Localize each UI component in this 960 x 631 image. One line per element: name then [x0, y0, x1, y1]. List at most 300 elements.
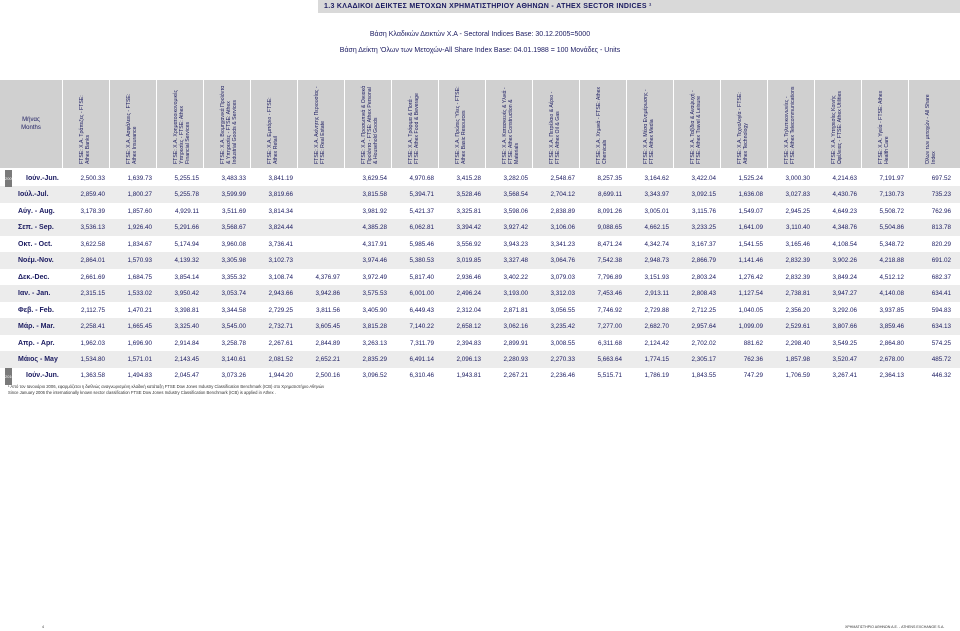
- column-header-label: FTSE: Χ.Α. Ασφάλειες - FTSE: Athex Insurance: [126, 93, 139, 164]
- table-cell: 574.25: [931, 339, 951, 347]
- table-cell: 3,258.78: [221, 339, 246, 347]
- table-cell: 7,746.92: [597, 306, 622, 314]
- table-cell: 5,421.37: [409, 207, 434, 215]
- table-cell: 691.02: [931, 257, 951, 265]
- table-cell: 2,280.93: [503, 355, 528, 363]
- table-row: [0, 302, 960, 319]
- table-cell: 3,165.46: [785, 240, 810, 248]
- table-cell: 5,817.40: [409, 273, 434, 281]
- column-header: [485, 80, 532, 168]
- table-cell: 3,981.92: [362, 207, 387, 215]
- table-cell: 2,732.71: [268, 323, 293, 331]
- table-cell: 3,536.13: [80, 224, 105, 232]
- table-cell: 3,008.55: [550, 339, 575, 347]
- column-header-label: FTSE: Χ.Α. Τηλεπικοινωνίες - FTSE: Athex Telecommunications: [784, 86, 797, 164]
- table-cell: 2,548.67: [550, 175, 575, 182]
- table-cell: 3,568.54: [503, 191, 528, 199]
- table-cell: 2,661.69: [80, 273, 105, 281]
- table-cell: 2,112.75: [80, 306, 105, 314]
- table-cell: 3,854.14: [174, 273, 199, 281]
- table-cell: 2,729.88: [644, 306, 669, 314]
- table-cell: 3,110.40: [785, 224, 810, 232]
- table-cell: 3,575.53: [362, 290, 387, 298]
- table-cell: 881.62: [743, 339, 763, 347]
- table-cell: 3,402.22: [503, 273, 528, 281]
- table-cell: 4,108.54: [832, 240, 857, 248]
- table-cell: 2,394.83: [456, 339, 481, 347]
- table-cell: 1,706.59: [785, 372, 810, 380]
- table-cell: 3,355.32: [221, 273, 246, 281]
- table-cell: [297, 170, 340, 187]
- table-cell: 485.72: [931, 355, 951, 363]
- table-cell: 3,960.08: [221, 240, 246, 248]
- table-cell: 3,422.04: [691, 175, 716, 182]
- table-row: [0, 203, 960, 220]
- table-cell: 1,534.80: [80, 355, 105, 363]
- table-cell: 5,394.71: [409, 191, 434, 199]
- column-header-label: FTSE: Χ.Α. Μέσα Ενημέρωσης - FTSE: Athex Media: [643, 89, 656, 164]
- table-cell: 3,106.06: [550, 224, 575, 232]
- table-cell: 2,913.11: [644, 290, 669, 298]
- table-cell: 2,803.24: [691, 273, 716, 281]
- table-cell: 5,380.53: [409, 257, 434, 265]
- table-cell: 5,174.94: [174, 240, 199, 248]
- table-cell: 5,985.46: [409, 240, 434, 248]
- table-cell: 1,774.15: [644, 355, 669, 363]
- column-header: [908, 80, 955, 168]
- column-header: [62, 80, 109, 168]
- table-cell: 3,942.86: [315, 290, 340, 298]
- table-cell: 2,702.02: [691, 339, 716, 347]
- table-cell: 3,629.54: [362, 175, 387, 182]
- table-cell: 2,364.13: [879, 372, 904, 380]
- month-label: Φεβ. - Feb.: [18, 306, 54, 314]
- table-cell: 3,344.58: [221, 306, 246, 314]
- table-cell: 1,494.83: [127, 372, 152, 380]
- table-cell: 4,214.63: [832, 175, 857, 182]
- table-cell: 3,927.42: [503, 224, 528, 232]
- table-cell: 3,849.24: [832, 273, 857, 281]
- column-header: [814, 80, 861, 168]
- table-cell: 4,649.23: [832, 207, 857, 215]
- table-cell: 2,529.61: [785, 323, 810, 331]
- table-cell: 3,599.99: [221, 191, 246, 199]
- table-cell: 4,317.91: [362, 240, 387, 248]
- table-cell: 6,310.46: [409, 372, 434, 380]
- table-row: [0, 285, 960, 302]
- table-cell: 3,167.37: [691, 240, 716, 248]
- table-cell: 7,277.00: [597, 323, 622, 331]
- year-badge-2009: 2009: [5, 170, 12, 187]
- table-cell: 1,943.81: [456, 372, 481, 380]
- table-cell: 3,164.62: [644, 175, 669, 182]
- table-cell: 8,471.24: [597, 240, 622, 248]
- column-header: [344, 80, 391, 168]
- table-cell: 3,267.41: [832, 372, 857, 380]
- table-row: [0, 351, 960, 368]
- table-cell: 5,508.72: [879, 207, 904, 215]
- table-cell: 1,665.45: [127, 323, 152, 331]
- table-cell: 2,808.43: [691, 290, 716, 298]
- month-label: Νοέμ.-Nov.: [18, 257, 54, 265]
- table-cell: 2,678.00: [879, 355, 904, 363]
- table-cell: 3,528.46: [456, 191, 481, 199]
- table-cell: 1,541.55: [738, 240, 763, 248]
- table-cell: 446.32: [931, 372, 951, 380]
- table-cell: 1,363.58: [80, 372, 105, 380]
- column-header-label: FTSE: Χ.Α. Βιομηχανικά Προϊόντα & Υπηρεσίες - FTSE: Athex Industrial Goods & Services: [220, 85, 239, 164]
- footnote-english: Since January 2006 the internationally known sector classification FTSE Dow Jones Industry Classification Benchmark (ICB) is applied in Athex .: [8, 390, 276, 395]
- table-cell: 3,841.19: [268, 175, 293, 182]
- table-cell: 2,859.40: [80, 191, 105, 199]
- table-cell: 735.23: [931, 191, 951, 199]
- table-cell: 2,712.25: [691, 306, 716, 314]
- table-cell: 1,549.07: [738, 207, 763, 215]
- table-cell: 3,549.25: [832, 339, 857, 347]
- table-cell: 4,385.28: [362, 224, 387, 232]
- table-cell: 2,835.29: [362, 355, 387, 363]
- table-cell: 3,568.67: [221, 224, 246, 232]
- table-cell: 7,191.97: [879, 175, 904, 182]
- table-header: [0, 80, 960, 168]
- table-cell: 1,696.90: [127, 339, 152, 347]
- month-label: Μάιος - May: [18, 355, 58, 363]
- table-cell: 2,045.47: [174, 372, 199, 380]
- table-cell: 5,348.72: [879, 240, 904, 248]
- table-cell: 1,636.08: [738, 191, 763, 199]
- table-cell: 2,143.45: [174, 355, 199, 363]
- table-cell: 2,832.39: [785, 257, 810, 265]
- table-cell: 8,257.35: [597, 175, 622, 182]
- page-title: 1.3 ΚΛΑΔΙΚΟΙ ΔΕΙΚΤΕΣ ΜΕΤΟΧΩΝ ΧΡΗΜΑΤΙΣΤΗΡΙΟΥ ΑΘΗΝΩΝ - ATHEX SECTOR INDICES ¹: [318, 0, 960, 13]
- table-cell: 634.41: [931, 290, 951, 298]
- table-cell: 2,844.89: [315, 339, 340, 347]
- table-cell: 2,258.41: [80, 323, 105, 331]
- table-cell: 2,081.52: [268, 355, 293, 363]
- month-column-header: Μήνας Months: [21, 117, 41, 131]
- table-cell: 4,970.68: [409, 175, 434, 182]
- month-label: Οκτ. - Oct.: [18, 240, 53, 248]
- table-cell: 2,236.46: [550, 372, 575, 380]
- table-cell: 3,511.69: [221, 207, 246, 215]
- table-cell: 2,945.25: [785, 207, 810, 215]
- table-cell: 2,838.89: [550, 207, 575, 215]
- table-cell: 2,500.16: [315, 372, 340, 380]
- table-cell: 2,948.73: [644, 257, 669, 265]
- column-header-label: FTSE: Χ.Α. Χημικά - FTSE: Athex Chemicals: [596, 86, 609, 164]
- footnote-greek: ¹ Από τον Ιανουάριο 2006, εφαρμόζεται η διεθνώς αναγνωρισμένη κλαδική κατάταξη FTSE Dow Jones Industry Classification Benchmark (ICB) στο Χρηματιστήριο Αθηνών: [8, 384, 325, 389]
- table-cell: 2,914.84: [174, 339, 199, 347]
- table-cell: 1,834.67: [127, 240, 152, 248]
- table-cell: 594.83: [931, 306, 951, 314]
- table-cell: 8,699.11: [597, 191, 622, 199]
- table-cell: 3,824.44: [268, 224, 293, 232]
- table-cell: 3,233.25: [691, 224, 716, 232]
- table-cell: 3,019.85: [456, 257, 481, 265]
- table-cell: 3,736.41: [268, 240, 293, 248]
- column-header: [156, 80, 203, 168]
- column-header-label: FTSE: Χ.Α. Κατασκευές & Υλικά - FTSE: Athex Construction & Materials: [502, 87, 521, 164]
- table-cell: 3,622.58: [80, 240, 105, 248]
- table-cell: 3,811.56: [315, 306, 340, 314]
- table-cell: 1,525.24: [738, 175, 763, 182]
- month-label: Ιαν. - Jan.: [18, 290, 51, 298]
- table-cell: 7,542.38: [597, 257, 622, 265]
- table-cell: 3,073.26: [221, 372, 246, 380]
- month-label: Ιούν.-Jun.: [26, 175, 59, 182]
- table-cell: 1,099.09: [738, 323, 763, 331]
- table-cell: 1,962.03: [80, 339, 105, 347]
- table-cell: 5,515.71: [597, 372, 622, 380]
- table-cell: 1,944.20: [268, 372, 293, 380]
- table-row: [0, 170, 960, 187]
- table-cell: 4,342.74: [644, 240, 669, 248]
- table-cell: 3,598.06: [503, 207, 528, 215]
- table-cell: 3,056.55: [550, 306, 575, 314]
- column-header: [109, 80, 156, 168]
- table-cell: 1,127.54: [738, 290, 763, 298]
- table-cell: 3,102.73: [268, 257, 293, 265]
- column-header: [579, 80, 626, 168]
- table-row: [0, 318, 960, 335]
- table-cell: 2,936.46: [456, 273, 481, 281]
- table-cell: 5,255.78: [174, 191, 199, 199]
- table-cell: 3,950.42: [174, 290, 199, 298]
- table-row: [0, 269, 960, 286]
- table-cell: 3,235.42: [550, 323, 575, 331]
- table-cell: 6,062.81: [409, 224, 434, 232]
- table-cell: 6,449.43: [409, 306, 434, 314]
- table-cell: 747.29: [743, 372, 763, 380]
- column-header-label: FTSE: Χ.Α. Τρόφιμα & Ποτά - FTSE: Athex Food & Beverage: [408, 93, 421, 164]
- table-cell: 9,088.65: [597, 224, 622, 232]
- table-cell: 3,263.13: [362, 339, 387, 347]
- table-cell: 2,356.20: [785, 306, 810, 314]
- table-cell: 2,305.17: [691, 355, 716, 363]
- table-cell: 2,267.61: [268, 339, 293, 347]
- table-cell: 4,218.88: [879, 257, 904, 265]
- table-cell: 1,786.19: [644, 372, 669, 380]
- column-header-label: FTSE: Χ.Α. Ακίνητης Περιουσίας - FTSE: Real Estate: [314, 86, 327, 164]
- column-header: [861, 80, 908, 168]
- table-cell: 3,902.26: [832, 257, 857, 265]
- table-cell: 3,292.06: [832, 306, 857, 314]
- table-cell: 3,325.40: [174, 323, 199, 331]
- table-cell: 4,348.76: [832, 224, 857, 232]
- table-cell: 3,282.05: [503, 175, 528, 182]
- column-header-label: FTSE: Χ.Α. Υγεία - FTSE: Athex Health Care: [878, 90, 891, 164]
- table-row: [0, 186, 960, 203]
- table-cell: 2,496.24: [456, 290, 481, 298]
- table-cell: 3,096.52: [362, 372, 387, 380]
- column-header-label: FTSE: Χ.Α. Πετρέλαιο & Αέριο - FTSE: Athex Oil & Gas: [549, 91, 562, 164]
- year-badge-2010: 2010: [5, 368, 12, 385]
- table-cell: 820.29: [931, 240, 951, 248]
- table-cell: 813.78: [931, 224, 951, 232]
- column-header-label: FTSE: Χ.Α. Πρώτες Ύλες - FTSE: Athex Basic Resources: [455, 86, 468, 164]
- table-cell: 3,937.85: [879, 306, 904, 314]
- month-label: Μάρ. - Mar.: [18, 323, 55, 331]
- table-cell: [297, 219, 340, 236]
- table-cell: 1,276.42: [738, 273, 763, 281]
- table-cell: 3,325.81: [456, 207, 481, 215]
- table-cell: 1,470.21: [127, 306, 152, 314]
- table-cell: 3,556.92: [456, 240, 481, 248]
- table-cell: 7,311.79: [409, 339, 434, 347]
- table-cell: 5,504.86: [879, 224, 904, 232]
- table-cell: 1,800.27: [127, 191, 152, 199]
- table-cell: 2,899.91: [503, 339, 528, 347]
- column-header: [532, 80, 579, 168]
- month-label: Σεπ. - Sep.: [18, 224, 54, 232]
- table-cell: 3,092.15: [691, 191, 716, 199]
- table-cell: 1,843.55: [691, 372, 716, 380]
- table-cell: 4,139.32: [174, 257, 199, 265]
- table-cell: 7,130.73: [879, 191, 904, 199]
- table-cell: 2,729.25: [268, 306, 293, 314]
- table-cell: 3,193.00: [503, 290, 528, 298]
- column-header-label: FTSE: Χ.Α. Εμπόριο - FTSE: Athex Retail: [267, 97, 280, 164]
- table-cell: 3,327.48: [503, 257, 528, 265]
- table-cell: 4,376.97: [315, 273, 340, 281]
- table-cell: 8,091.26: [597, 207, 622, 215]
- column-header: [203, 80, 250, 168]
- table-cell: 5,291.66: [174, 224, 199, 232]
- all-share-base-note: Βάση Δείκτη 'Ολων των Μετοχών-All Share Index Base: 04.01.1988 = 100 Μονάδες - Units: [339, 47, 621, 54]
- table-cell: 4,140.08: [879, 290, 904, 298]
- table-cell: 1,533.02: [127, 290, 152, 298]
- column-header: [626, 80, 673, 168]
- table-cell: 2,124.42: [644, 339, 669, 347]
- table-cell: 3,005.01: [644, 207, 669, 215]
- table-cell: 3,520.47: [832, 355, 857, 363]
- table-cell: 2,500.33: [80, 175, 105, 182]
- column-header-label: FTSE: Χ.Α. Προσωπικά & Οικιακά Προϊόντα - FTSE: Athex Personal & Household Goods: [361, 85, 380, 164]
- table-cell: 3,064.76: [550, 257, 575, 265]
- table-cell: 3,415.28: [456, 175, 481, 182]
- table-cell: 3,079.03: [550, 273, 575, 281]
- table-cell: 3,807.66: [832, 323, 857, 331]
- column-header-label: FTSE: Χ.Α. Τράπεζες - FTSE: Athex Banks: [79, 95, 92, 164]
- table-cell: 3,000.30: [785, 175, 810, 182]
- table-cell: [297, 203, 340, 220]
- table-cell: 1,857.98: [785, 355, 810, 363]
- table-cell: 2,832.39: [785, 273, 810, 281]
- table-row: [0, 367, 960, 384]
- table-cell: 3,027.83: [785, 191, 810, 199]
- table-cell: 2,267.21: [503, 372, 528, 380]
- column-header: [250, 80, 297, 168]
- table-cell: 697.52: [931, 175, 951, 182]
- table-cell: 3,545.00: [221, 323, 246, 331]
- table-cell: 2,312.04: [456, 306, 481, 314]
- column-header-label: FTSE: Χ.Α. Τεχνολογία - FTSE: Athex Technology: [737, 92, 750, 164]
- column-header: [673, 80, 720, 168]
- table-cell: 6,001.00: [409, 290, 434, 298]
- table-cell: 7,796.89: [597, 273, 622, 281]
- table-cell: 7,140.22: [409, 323, 434, 331]
- table-cell: 2,864.80: [879, 339, 904, 347]
- table-cell: 5,255.15: [174, 175, 199, 182]
- table-cell: 2,864.01: [80, 257, 105, 265]
- month-label: Αύγ. - Aug.: [18, 207, 55, 215]
- table-cell: 3,815.58: [362, 191, 387, 199]
- table-cell: 3,062.16: [503, 323, 528, 331]
- table-cell: 2,658.12: [456, 323, 481, 331]
- table-cell: [297, 252, 340, 269]
- table-cell: 2,871.81: [503, 306, 528, 314]
- table-cell: 3,398.81: [174, 306, 199, 314]
- table-cell: 3,974.46: [362, 257, 387, 265]
- table-cell: 2,298.40: [785, 339, 810, 347]
- table-row: [0, 252, 960, 269]
- table-cell: 3,178.39: [80, 207, 105, 215]
- table-cell: 1,141.46: [738, 257, 763, 265]
- table-cell: 3,819.66: [268, 191, 293, 199]
- table-cell: 4,662.15: [644, 224, 669, 232]
- table-row: [0, 236, 960, 253]
- table-cell: 762.96: [931, 207, 951, 215]
- table-cell: 1,570.93: [127, 257, 152, 265]
- table-cell: 2,652.21: [315, 355, 340, 363]
- table-cell: 4,430.76: [832, 191, 857, 199]
- table-cell: 3,814.34: [268, 207, 293, 215]
- table-cell: 2,943.66: [268, 290, 293, 298]
- table-cell: [297, 186, 340, 203]
- table-cell: 3,151.93: [644, 273, 669, 281]
- month-label: Δεκ.-Dec.: [18, 273, 50, 281]
- table-cell: 1,639.73: [127, 175, 152, 182]
- table-cell: 634.13: [931, 323, 951, 331]
- table-cell: 2,704.12: [550, 191, 575, 199]
- footer-publisher: ΧΡΗΜΑΤΙΣΤΗΡΙΟ ΑΘΗΝΩΝ Α.Ε. - ATHENS EXCHANGE S.A.: [845, 625, 945, 629]
- column-header: [438, 80, 485, 168]
- sector-base-note: Βάση Κλαδικών Δεικτών Χ.Α - Sectoral Indices Base: 30.12.2005=5000: [369, 31, 591, 38]
- table-cell: 3,859.46: [879, 323, 904, 331]
- table-cell: 3,605.45: [315, 323, 340, 331]
- table-cell: 1,857.60: [127, 207, 152, 215]
- table-cell: 3,108.74: [268, 273, 293, 281]
- table-cell: 4,512.12: [879, 273, 904, 281]
- table-cell: 4,929.11: [174, 207, 199, 215]
- column-header: [720, 80, 767, 168]
- table-cell: 2,270.33: [550, 355, 575, 363]
- table-cell: 1,926.40: [127, 224, 152, 232]
- month-label: Ιούλ.-Jul.: [18, 191, 49, 199]
- table-cell: 3,405.90: [362, 306, 387, 314]
- table-cell: 3,343.97: [644, 191, 669, 199]
- column-header-label: FTSE: Χ.Α. Ταξίδια & Αναψυχή - FTSE: Athex Travel & Leisure: [690, 90, 703, 164]
- table-cell: 3,305.98: [221, 257, 246, 265]
- column-header-label: FTSE: Χ.Α. Υπηρεσίες Κοινής Ωφέλειας - FTSE: Athex Utilities: [831, 91, 844, 164]
- table-cell: 3,312.03: [550, 290, 575, 298]
- table-cell: 3,947.27: [832, 290, 857, 298]
- column-header-label: FTSE: Χ.Α. Χρηματοοικονομικές Υπηρεσίες - FTSE: Athex Financial Services: [173, 89, 192, 164]
- table-row: [0, 219, 960, 236]
- table-cell: 3,140.61: [221, 355, 246, 363]
- table-cell: 2,315.15: [80, 290, 105, 298]
- table-cell: 762.36: [743, 355, 763, 363]
- table-cell: 3,815.28: [362, 323, 387, 331]
- table-cell: 2,738.81: [785, 290, 810, 298]
- table-cell: 6,491.14: [409, 355, 434, 363]
- table-cell: 682.37: [931, 273, 951, 281]
- column-header-label: Όλων των μετοχών - All Share Index: [925, 94, 938, 164]
- month-label: Απρ. - Apr.: [18, 339, 55, 347]
- table-cell: 3,115.76: [691, 207, 716, 215]
- column-header: [391, 80, 438, 168]
- table-cell: 3,483.33: [221, 175, 246, 182]
